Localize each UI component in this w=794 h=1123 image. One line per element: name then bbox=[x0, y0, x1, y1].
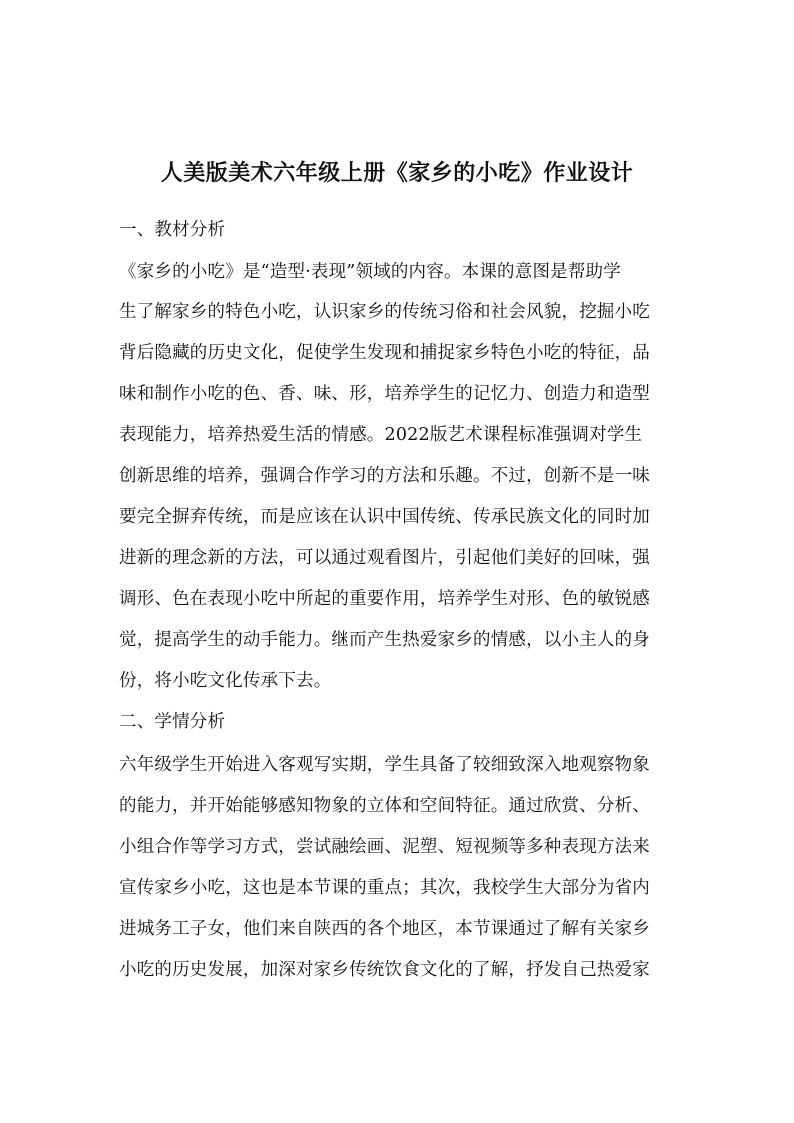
paragraph-line: 进城务工子女，他们来自陕西的各个地区，本节课通过了解有关家乡 bbox=[119, 919, 650, 939]
paragraph-line: 进新的理念新的方法，可以通过观看图片，引起他们美好的回味，强 bbox=[119, 548, 650, 568]
paragraph-line: 背后隐藏的历史文化，促使学生发现和捕捉家乡特色小吃的特征，品 bbox=[119, 343, 650, 363]
paragraph-line: 《家乡的小吃》是“造型·表现”领域的内容。本课的意图是帮助学 bbox=[119, 262, 621, 282]
paragraph-line: 表现能力，培养热爱生活的情感。2022版艺术课程标准强调对学生 bbox=[119, 425, 643, 445]
paragraph-line: 小吃的历史发展，加深对家乡传统饮食文化的了解，抒发自己热爱家 bbox=[119, 960, 650, 980]
paragraph-line: 觉，提高学生的动手能力。继而产生热爱家乡的情感，以小主人的身 bbox=[119, 630, 650, 650]
paragraph-line: 创新思维的培养，强调合作学习的方法和乐趣。不过，创新不是一味 bbox=[119, 466, 650, 486]
paragraph-line: 六年级学生开始进入客观写实期，学生具备了较细致深入地观察物象 bbox=[119, 755, 650, 775]
paragraph-line: 味和制作小吃的色、香、味、形，培养学生的记忆力、创造力和造型 bbox=[119, 384, 650, 404]
paragraph-line: 份，将小吃文化传承下去。 bbox=[119, 671, 332, 691]
paragraph-line: 调形、色在表现小吃中所起的重要作用，培养学生对形、色的敏锐感 bbox=[119, 589, 650, 609]
document-title: 人美版美术六年级上册《家乡的小吃》作业设计 bbox=[160, 161, 634, 186]
section-heading-student-analysis: 二、学情分析 bbox=[119, 712, 226, 732]
paragraph-line: 要完全摒弃传统，而是应该在认识中国传统、传承民族文化的同时加 bbox=[119, 507, 650, 527]
paragraph-line: 小组合作等学习方式，尝试融绘画、泥塑、短视频等多种表现方法来 bbox=[119, 837, 650, 857]
paragraph-line: 的能力，并开始能够感知物象的立体和空间特征。通过欣赏、分析、 bbox=[119, 796, 650, 816]
section-heading-textbook-analysis: 一、教材分析 bbox=[119, 220, 226, 240]
paragraph-line: 宣传家乡小吃，这也是本节课的重点；其次，我校学生大部分为省内 bbox=[119, 878, 650, 898]
paragraph-line: 生了解家乡的特色小吃，认识家乡的传统习俗和社会风貌，挖掘小吃 bbox=[119, 302, 650, 322]
